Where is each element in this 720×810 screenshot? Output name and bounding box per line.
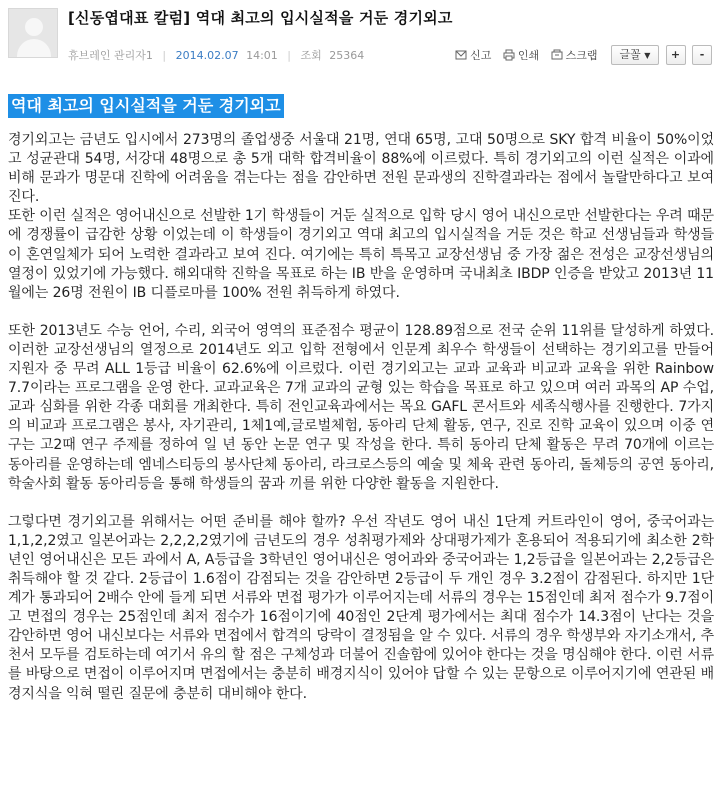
avatar — [8, 8, 58, 58]
chevron-down-icon: ▼ — [644, 51, 651, 60]
font-decrease-button[interactable]: - — [692, 45, 712, 65]
article-paragraph: 그렇다면 경기외고를 위해서는 어떤 준비를 해야 할까? 우선 작년도 영어 내신 1단계 커트라인이 영어, 중국어과는 1,1,2,2였고 일본어과는 2,2,2,2였기에 금년도의 경우 성취평가제와 상대평가제가 혼용되어 적용되기에 최소한 2학년인 영어내신은 모든 과에서 A, A등급을 3학년인 영어내신은 영어과와 중국어과는 1,2등급을 일본어과는 2,2등급은 취득해야 할 것 같다. 2등급이 1.6점이 감점되는 것을 감안하면 2등급이 두 개인 경우 3.2점이 감점된다. 하지만 1단계가 통과되어 2배수 안에 들게 되면 서류와 면접 평가가 이루어지는데 서류의 경우는 15점인데 최저 점수가 9.7점이고 면접의 경우는 25점인데 최저 점수가 16점이기에 40점인 2단계 평가에서는 최대 점수가 14.3점이 난다는 것을 감안하면 영어 내신보다는 서류와 면접에서 합격의 당락이 결정됨을 알 수 있다. 서류의 경우 학생부와 자기소개서, 추천서 모두를 검토하는데 여기서 유의 할 점은 구체성과 더불어 진솔함에 있어야 한다는 것을 명심해야 한다. 이런 서류를 바탕으로 면접이 이루어지며 면접에서는 충분히 배경지식이 있어야 답할 수 있는 문항으로 이루어지기에 연관된 배경지식을 익혀 떨린 질문에 충분히 대비해야 한다. — [8, 513, 714, 702]
views-label: 조회 — [300, 49, 322, 62]
avatar-body — [17, 39, 51, 58]
article-header — [0, 0, 720, 70]
font-size-select[interactable] — [611, 45, 659, 65]
scrap-icon — [551, 49, 563, 61]
views-count: 25364 — [329, 48, 365, 62]
post-time: 14:01 — [246, 48, 278, 62]
article-title: [신동엽대표 칼럼] 역대 최고의 입시실적을 거둔 경기외고 — [68, 9, 453, 27]
font-size-label: 글꼴 — [619, 48, 641, 61]
article-paragraph: 또한 이런 실적은 영어내신으로 선발한 1기 학생들이 거둔 실적으로 입학 당시 영어 내신으로만 선발한다는 우려 때문에 경쟁률이 급감한 상황 이었는데 이 학생들이 경기외고 역대 최고의 입시실적을 거둔 것은 학교 선생님들과 학생들이 혼연일체가 되어 노력한 결과라고 보여 진다. 여기에는 특히 특목고 교장선생님 중 가장 젊은 전성은 교장선생님의 열정이 있었기에 가능했다. 해외대학 진학을 목표로 하는 IB 반을 운영하며 국내최초 IBDP 인증을 받았고 2013년 11월에는 26명 전원이 IB 디플로마를 100% 전원 취득하게 하였다. — [8, 208, 714, 301]
article-headline: 역대 최고의 입시실적을 거둔 경기외고 — [8, 94, 284, 118]
report-icon — [455, 49, 467, 61]
article-meta — [68, 47, 364, 63]
meta-divider: | — [162, 48, 167, 62]
avatar-head — [25, 18, 43, 36]
post-date: 2014.02.07 — [175, 48, 239, 62]
scrap-label: 스크랩 — [565, 49, 598, 62]
font-increase-button[interactable]: + — [666, 45, 686, 65]
meta-divider: | — [287, 48, 292, 62]
print-label: 인쇄 — [517, 49, 540, 62]
article-body — [8, 131, 714, 704]
paragraph-spacer — [8, 303, 714, 322]
report-button[interactable] — [455, 47, 491, 63]
article-toolbar — [447, 45, 712, 67]
print-button[interactable] — [503, 47, 539, 63]
author-name[interactable]: 휴브레인 관리자1 — [68, 49, 153, 62]
article-paragraph: 경기외고는 금년도 입시에서 273명의 졸업생중 서울대 21명, 연대 65명, 고대 50명으로 SKY 합격 비율이 50%이었고 성균관대 54명, 서강대 48명으로 총 5개 대학 합격비율이 88%에 이르렀다. 특히 경기외고의 이런 실적은 이과에 비해 문과가 명문대 진학에 어려움을 겪는다는 점을 감안하면 전원 문과생의 진학결과라는 점에서 놀랄만하다고 보여진다. — [8, 132, 714, 206]
paragraph-spacer — [8, 494, 714, 513]
scrap-button[interactable] — [551, 47, 598, 63]
report-label: 신고 — [470, 49, 492, 62]
article-paragraph: 또한 2013년도 수능 언어, 수리, 외국어 영역의 표준점수 평균이 128.89점으로 전국 순위 11위를 달성하게 하였다. 이러한 교장선생님의 열정으로 2014년도 외고 입학 전형에서 인문계 최우수 학생들이 선택하는 경기외고를 만들어 지원자 중 무려 ALL 1등급 비율이 62.6%에 이르렀다. 이런 경기외고는 교과 교육과 비교과 교육을 위한 Rainbow 7.7이라는 프로그램을 운영 한다. 교과교육은 7개 교과의 균형 있는 학습을 목표로 하고 있으며 여러 과목의 AP 수업, 교과 심화를 위한 각종 대회를 개최한다. 특히 전인교육과에서는 목요 GAFL 콘서트와 세족식행사를 진행한다. 7가지의 비교과 프로그램은 봉사, 자기관리, 1체1예,글로벌체험, 동아리 단체 활동, 연구, 진로 진학 교육이 있으며 이중 연구는 고2때 연구 주제를 정하여 일 년 동안 논문 연구 및 작성을 한다. 특히 동아리 단체 활동은 무려 70개에 이르는 동아리를 운영하는데 엠네스티등의 봉사단체 동아리, 라크로스등의 예술 및 체육 관련 동아리, 돌체등의 공연 동아리, 학술사회 활동 동아리등을 통해 학생들의 꿈과 끼를 위한 다양한 활동을 지원한다. — [8, 322, 714, 492]
printer-icon — [503, 49, 515, 61]
